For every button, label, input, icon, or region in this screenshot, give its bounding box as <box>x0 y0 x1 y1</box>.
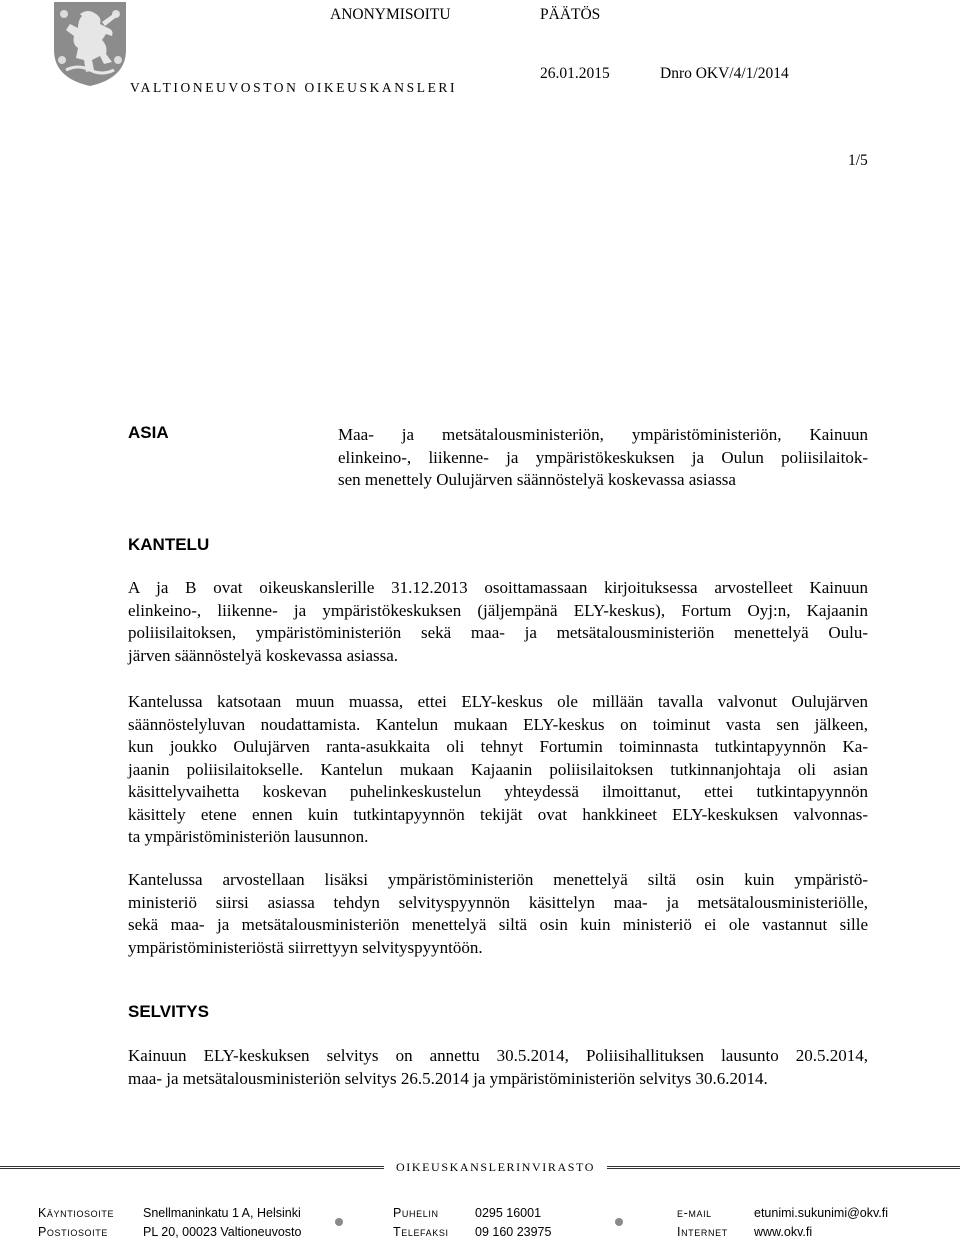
reference-number: Dnro OKV/4/1/2014 <box>660 65 789 82</box>
separator-dot-icon <box>335 1218 343 1226</box>
text-line: Kantelussa katsotaan muun muassa, ettei ELY-keskus ole millään tavalla valvonut Oulujärven <box>128 692 868 711</box>
fax-label: Telefaksi <box>393 1225 449 1239</box>
email-link[interactable]: etunimi.sukunimi@okv.fi <box>754 1206 889 1220</box>
text-line: säännöstelyluvan noudattamista. Kantelun mukaan ELY-keskus on toiminut vasta sen jälkeen, <box>128 714 868 734</box>
selvitys-heading: SELVITYS <box>128 1002 209 1021</box>
postal-address-value: PL 20, 00023 Valtioneuvosto <box>143 1225 302 1239</box>
kantelu-paragraph-2 <box>128 691 868 849</box>
asia-heading: ASIA <box>128 423 169 442</box>
asia-text <box>338 424 868 492</box>
text-line: A ja B ovat oikeuskanslerille 31.12.2013 osoittamassaan kirjoituksessa arvostelleet Kainuun <box>128 578 868 597</box>
text-line: elinkeino-, liikenne- ja ympäristökeskuksen (jäljempänä ELY-keskus), Fortum Oyj:n, Kajaanin <box>128 600 868 620</box>
text-line: ministeriö siirsi asiassa tehdyn selvityspyynnön käsittelyn maa- ja metsätalousministeriölle, <box>128 892 868 912</box>
organization-name: VALTIONEUVOSTON OIKEUSKANSLERI <box>130 80 458 95</box>
text-line: Maa- ja metsätalousministeriön, ympäristöministeriön, Kainuun <box>338 425 868 444</box>
document-type: PÄÄTÖS <box>540 6 601 23</box>
text-line: poliisilaitoksen, ympäristöministeriön sekä maa- ja metsätalousministeriön menettelyä Oulu- <box>128 623 868 642</box>
separator-dot-icon <box>615 1218 623 1226</box>
text-line: käsittelyvaihetta koskevan puhelinkeskustelun yhteydessä ilmoittanut, ettei tutkintapyynnön <box>128 782 868 801</box>
phone-value: 0295 16001 <box>475 1206 542 1220</box>
text-line: elinkeino-, liikenne- ja ympäristökeskuksen ja Oulun poliisilaitok- <box>338 447 868 467</box>
text-line: maa- ja metsätalousministeriön selvitys 26.5.2014 ja ympäristöministeriön selvitys 30.6.2014. <box>128 1068 768 1088</box>
email-label: e-mail <box>677 1206 712 1220</box>
text-line: sen menettely Oulujärven säännöstelyä koskevassa asiassa <box>338 470 736 489</box>
page-number: 1/5 <box>848 152 868 169</box>
website-label: Internet <box>677 1225 728 1239</box>
classification-label: ANONYMISOITU <box>330 6 451 23</box>
document-date: 26.01.2015 <box>540 65 610 82</box>
text-line: ympäristöministeriöstä siirrettyyn selvityspyyntöön. <box>128 937 483 957</box>
text-line: sekä maa- ja metsätalousministeriön menettelyä siltä osin kuin ministeriö ei ole vastannut sille <box>128 915 868 934</box>
text-line: käsittely etene ennen kuin tutkintapyynnön tekijät ovat hankkineet ELY-keskuksen valvonnas- <box>128 804 868 824</box>
kantelu-paragraph-3 <box>128 869 868 959</box>
coat-of-arms-icon <box>40 0 130 88</box>
text-line: kun joukko Oulujärven ranta-asukkaita oli tehnyt Fortumin toiminnasta tutkintapyynnön Ka- <box>128 737 868 756</box>
visit-address-label: Käyntiosoite <box>38 1206 115 1220</box>
postal-address-label: Postiosoite <box>38 1225 108 1239</box>
text-line: Kainuun ELY-keskuksen selvitys on annettu 30.5.2014, Poliisihallituksen lausunto 20.5.2014, <box>128 1046 868 1065</box>
text-line: Kantelussa arvostellaan lisäksi ympäristöministeriön menettelyä siltä osin kuin ympäristö- <box>128 870 868 889</box>
text-line: jaanin poliisilaitokselle. Kantelun mukaan Kajaanin poliisilaitoksen tutkinnanjohtaja oli asian <box>128 759 868 779</box>
phone-label: Puhelin <box>393 1206 439 1220</box>
kantelu-paragraph-1 <box>128 577 868 667</box>
text-line: ta ympäristöministeriön lausunnon. <box>128 827 369 846</box>
selvitys-paragraph <box>128 1045 868 1090</box>
visit-address-value: Snellmaninkatu 1 A, Helsinki <box>143 1206 301 1220</box>
kantelu-heading: KANTELU <box>128 535 210 554</box>
website-link[interactable]: www.okv.fi <box>754 1225 813 1239</box>
footer-brand: OIKEUSKANSLERINVIRASTO <box>384 1160 607 1175</box>
fax-value: 09 160 23975 <box>475 1225 552 1239</box>
text-line: järven säännöstelyä koskevassa asiassa. <box>128 645 399 665</box>
